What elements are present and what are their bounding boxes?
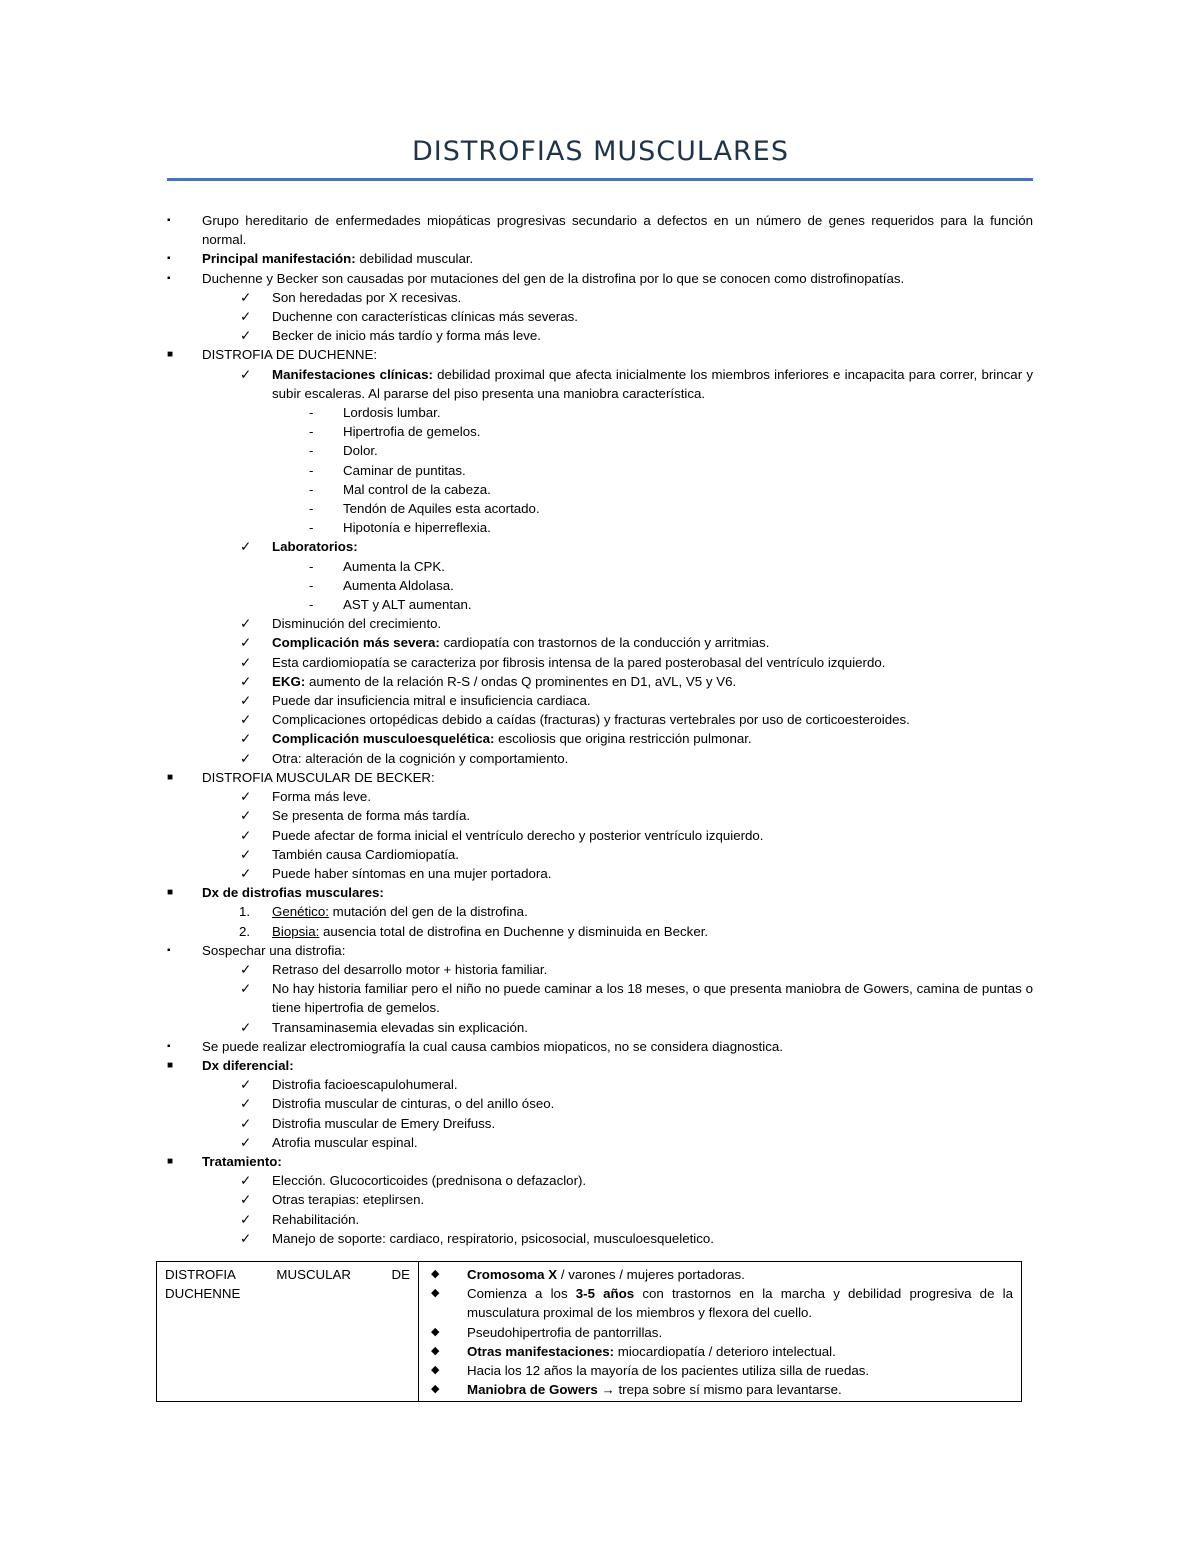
list-item-text xyxy=(272,1229,1033,1248)
list-item-text xyxy=(272,979,1033,1017)
list-item xyxy=(167,768,1033,787)
list-item-body: Son heredadas por X recesivas. xyxy=(272,289,462,305)
list-item-body: Lordosis lumbar. xyxy=(343,405,441,421)
list-item-body: Dolor. xyxy=(343,443,378,459)
list-item-text xyxy=(272,1190,1033,1209)
list-item xyxy=(167,960,1033,979)
list-item-body: Atrofia muscular espinal. xyxy=(272,1134,418,1150)
list-item xyxy=(167,653,1033,672)
list-item-text xyxy=(202,211,1033,249)
list-item-body: DISTROFIA MUSCULAR DE BECKER: xyxy=(202,769,435,785)
summary-bullet-text: Hacia los 12 años la mayoría de los pacientes utiliza silla de ruedas. xyxy=(467,1363,870,1379)
list-item xyxy=(167,595,1033,614)
checkmark-icon: ✓ xyxy=(240,712,252,728)
checkmark-icon: ✓ xyxy=(240,539,252,555)
summary-bullet xyxy=(427,1265,1013,1284)
list-item-text xyxy=(272,1133,1033,1152)
checkmark-icon: ✓ xyxy=(240,309,252,325)
square-bullet-icon: ■ xyxy=(167,771,174,783)
list-item-body: mutación del gen de la distrofina. xyxy=(328,904,528,920)
bullet-dot-icon: ◆ xyxy=(431,1383,440,1396)
list-item xyxy=(167,806,1033,825)
list-item-text xyxy=(272,365,1033,403)
list-item xyxy=(167,922,1033,941)
list-item-text xyxy=(272,826,1033,845)
list-item-label: Complicación más severa: xyxy=(272,635,440,651)
list-item xyxy=(167,499,1033,518)
square-bullet-icon: ▪ xyxy=(167,944,171,956)
list-item-label: Biopsia: xyxy=(272,923,320,939)
list-item xyxy=(167,864,1033,883)
list-item-body: Grupo hereditario de enfermedades miopáticas progresivas secundario a defectos en un número de genes requeridos para la función normal. xyxy=(202,213,1033,248)
list-item-text xyxy=(272,787,1033,806)
list-item-text xyxy=(343,441,1033,460)
list-item-body: Puede afectar de forma inicial el ventrículo derecho y posterior ventrículo izquierdo. xyxy=(272,827,764,843)
summary-bullet-text: Comienza a los xyxy=(467,1286,576,1302)
list-item-body: Esta cardiomiopatía se caracteriza por fibrosis intensa de la pared posterobasal del ventrículo izquierdo. xyxy=(272,654,886,670)
checkmark-icon: ✓ xyxy=(240,1211,252,1227)
checkmark-icon: ✓ xyxy=(240,654,252,670)
list-item-body: Hipertrofia de gemelos. xyxy=(343,424,481,440)
list-item xyxy=(167,1133,1033,1152)
summary-bullet-text: trepa sobre sí mismo para levantarse. xyxy=(618,1382,842,1398)
square-bullet-icon: ■ xyxy=(167,887,174,899)
list-item-text xyxy=(272,806,1033,825)
list-item-body: Forma más leve. xyxy=(272,789,372,805)
list-item xyxy=(167,211,1033,249)
bullet-dot-icon: ◆ xyxy=(431,1287,440,1300)
list-item xyxy=(167,1056,1033,1075)
list-item-body: Distrofia muscular de cinturas, o del anillo óseo. xyxy=(272,1096,555,1112)
summary-bullet-text: / varones / mujeres portadoras. xyxy=(557,1267,745,1282)
checkmark-icon: ✓ xyxy=(240,1173,252,1189)
list-number: 2. xyxy=(239,923,251,939)
summary-bullet xyxy=(427,1361,1013,1380)
list-item-body: Distrofia facioescapulohumeral. xyxy=(272,1077,458,1093)
summary-bullet-text: Pseudohipertrofia de pantorrillas. xyxy=(467,1324,663,1340)
list-item-label: Dx diferencial: xyxy=(202,1057,294,1073)
list-item-text xyxy=(202,883,1033,902)
list-item-text xyxy=(272,307,1033,326)
checkmark-icon: ✓ xyxy=(240,328,252,344)
list-item-text xyxy=(272,902,1033,921)
list-item xyxy=(167,365,1033,403)
list-item-text xyxy=(202,249,1033,268)
list-item-text xyxy=(272,864,1033,883)
list-item xyxy=(167,307,1033,326)
dash-marker: - xyxy=(309,462,314,478)
list-item-body: debilidad muscular. xyxy=(355,251,474,267)
summary-bullet-bold: Cromosoma X xyxy=(467,1267,558,1282)
list-item xyxy=(167,941,1033,960)
list-item xyxy=(167,979,1033,1017)
list-item-text xyxy=(272,1094,1033,1113)
checkmark-icon: ✓ xyxy=(240,808,252,824)
checkmark-icon: ✓ xyxy=(240,616,252,632)
list-item-text xyxy=(272,1018,1033,1037)
dash-marker: - xyxy=(309,520,314,536)
list-number: 1. xyxy=(239,904,251,920)
list-item xyxy=(167,1075,1033,1094)
checkmark-icon: ✓ xyxy=(240,789,252,805)
checkmark-icon: ✓ xyxy=(240,846,252,862)
list-item xyxy=(167,403,1033,422)
summary-heading-word: DISTROFIA xyxy=(165,1267,236,1282)
list-item-text xyxy=(272,1210,1033,1229)
list-item xyxy=(167,461,1033,480)
list-item xyxy=(167,1018,1033,1037)
list-item xyxy=(167,729,1033,748)
summary-heading-word: DE xyxy=(391,1267,410,1282)
bullet-dot-icon: ◆ xyxy=(431,1268,440,1280)
list-item-body: escoliosis que origina restricción pulmonar. xyxy=(494,731,752,747)
list-item xyxy=(167,345,1033,364)
checkmark-icon: ✓ xyxy=(240,961,252,977)
list-item xyxy=(167,518,1033,537)
checkmark-icon: ✓ xyxy=(240,635,252,651)
list-item-label: EKG: xyxy=(272,673,306,689)
list-item-text xyxy=(272,691,1033,710)
list-item-body: debilidad proximal que afecta inicialmente los miembros inferiores e incapacita para correr, brincar y subir escaleras. Al pararse del piso presenta una maniobra característica. xyxy=(272,366,1033,401)
list-item xyxy=(167,1114,1033,1133)
list-item xyxy=(167,288,1033,307)
list-item-text xyxy=(272,729,1033,748)
summary-bullet xyxy=(427,1380,1013,1399)
list-item xyxy=(167,1037,1033,1056)
list-item-text xyxy=(343,557,1033,576)
list-item-text xyxy=(272,749,1033,768)
list-item-text xyxy=(272,672,1033,691)
list-item-body: Tendón de Aquiles esta acortado. xyxy=(343,501,540,517)
list-item xyxy=(167,710,1033,729)
list-item-body: También causa Cardiomiopatía. xyxy=(272,846,459,862)
list-item xyxy=(167,1210,1033,1229)
list-item-body: Otras terapias: eteplirsen. xyxy=(272,1192,425,1208)
list-item-text xyxy=(343,480,1033,499)
list-item-body: Otra: alteración de la cognición y comportamiento. xyxy=(272,750,569,766)
list-item-body: AST y ALT aumentan. xyxy=(343,597,472,613)
list-item xyxy=(167,672,1033,691)
list-item-text xyxy=(202,1152,1033,1171)
title-underline xyxy=(167,178,1033,181)
checkmark-icon: ✓ xyxy=(240,693,252,709)
list-item-text xyxy=(272,1171,1033,1190)
dash-marker: - xyxy=(309,405,314,421)
dash-marker: - xyxy=(309,481,314,497)
dash-marker: - xyxy=(309,424,314,440)
list-item xyxy=(167,787,1033,806)
list-item-text xyxy=(272,537,1033,556)
square-bullet-icon: ■ xyxy=(167,1155,174,1167)
list-item-body: Manejo de soporte: cardiaco, respiratorio, psicosocial, musculoesqueletico. xyxy=(272,1230,714,1246)
list-item-body: Elección. Glucocorticoides (prednisona o defazaclor). xyxy=(272,1173,587,1189)
list-item-text xyxy=(272,1114,1033,1133)
bullet-dot-icon: ◆ xyxy=(431,1364,440,1377)
list-item-text xyxy=(343,422,1033,441)
square-bullet-icon: ▪ xyxy=(167,215,171,226)
dash-marker: - xyxy=(309,443,314,459)
list-item-body: Aumenta Aldolasa. xyxy=(343,577,454,593)
list-item xyxy=(167,480,1033,499)
list-item xyxy=(167,422,1033,441)
checkmark-icon: ✓ xyxy=(240,827,252,843)
list-item xyxy=(167,902,1033,921)
list-item-body: cardiopatía con trastornos de la conducción y arritmias. xyxy=(439,635,770,651)
square-bullet-icon: ■ xyxy=(167,349,174,361)
square-bullet-icon: ■ xyxy=(167,1059,174,1071)
list-item xyxy=(167,826,1033,845)
document-title: DISTROFIAS MUSCULARES xyxy=(412,136,789,167)
list-item xyxy=(167,576,1033,595)
list-item-text xyxy=(272,960,1033,979)
list-item xyxy=(167,691,1033,710)
list-item-text xyxy=(272,288,1033,307)
list-item-body: Transaminasemia elevadas sin explicación. xyxy=(272,1019,528,1035)
summary-heading-word: MUSCULAR xyxy=(276,1267,352,1282)
summary-table-bullets-cell xyxy=(419,1262,1022,1402)
list-item-body: ausencia total de distrofina en Duchenne y disminuida en Becker. xyxy=(319,923,709,939)
list-item-text xyxy=(343,518,1033,537)
list-item-body: Puede dar insuficiencia mitral e insuficiencia cardiaca. xyxy=(272,693,591,709)
list-item-body: Duchenne y Becker son causadas por mutaciones del gen de la distrofina por lo que se conocen como distrofinopatías. xyxy=(202,270,905,286)
summary-bullet-bold: 3-5 años xyxy=(575,1286,635,1302)
list-item-text xyxy=(202,768,1033,787)
list-item xyxy=(167,441,1033,460)
summary-bullet xyxy=(427,1284,1013,1322)
list-item-text xyxy=(202,345,1033,364)
checkmark-icon: ✓ xyxy=(240,366,252,382)
list-item xyxy=(167,326,1033,345)
summary-table-row xyxy=(157,1262,1022,1402)
square-bullet-icon: ▪ xyxy=(167,253,171,265)
list-item-label: Tratamiento: xyxy=(202,1153,282,1169)
list-item-text xyxy=(272,710,1033,729)
checkmark-icon: ✓ xyxy=(240,865,252,881)
list-item-text xyxy=(343,403,1033,422)
summary-bullet-bold: Otras manifestaciones: xyxy=(467,1343,615,1359)
summary-heading-line-1 xyxy=(165,1265,410,1284)
list-item-body: aumento de la relación R-S / ondas Q prominentes en D1, aVL, V5 y V6. xyxy=(305,673,737,689)
list-item-body: Distrofia muscular de Emery Dreifuss. xyxy=(272,1115,496,1131)
list-item-body: Aumenta la CPK. xyxy=(343,558,445,574)
list-item-body: Rehabilitación. xyxy=(272,1211,360,1227)
list-item-text xyxy=(272,614,1033,633)
list-item xyxy=(167,537,1033,556)
list-item-label: Dx de distrofias musculares: xyxy=(202,885,384,901)
summary-table xyxy=(156,1261,1022,1402)
list-item xyxy=(167,1152,1033,1171)
square-bullet-icon: ▪ xyxy=(167,272,171,284)
list-item-label: Manifestaciones clínicas: xyxy=(272,366,433,382)
checkmark-icon: ✓ xyxy=(240,1192,252,1208)
list-item-body: Mal control de la cabeza. xyxy=(343,481,491,497)
bullet-list xyxy=(167,211,1033,1248)
dash-marker: - xyxy=(309,501,314,517)
checkmark-icon: ✓ xyxy=(240,1019,252,1035)
summary-table-heading-cell xyxy=(157,1262,419,1402)
bullet-dot-icon: ◆ xyxy=(431,1325,440,1338)
list-item-body: Hipotonía e hiperreflexia. xyxy=(343,520,491,536)
list-item-text xyxy=(272,653,1033,672)
checkmark-icon: ✓ xyxy=(240,1134,252,1150)
list-item-text xyxy=(343,576,1033,595)
checkmark-icon: ✓ xyxy=(240,1230,252,1246)
list-item-text xyxy=(202,1037,1033,1056)
list-item xyxy=(167,1229,1033,1248)
list-item-body: Sospechar una distrofia: xyxy=(202,942,346,958)
list-item-body: Se presenta de forma más tardía. xyxy=(272,808,471,824)
list-item-body: DISTROFIA DE DUCHENNE: xyxy=(202,347,378,363)
arrow-icon: → xyxy=(597,1382,619,1398)
list-item xyxy=(167,249,1033,268)
bullet-dot-icon: ◆ xyxy=(431,1344,440,1357)
checkmark-icon: ✓ xyxy=(240,981,252,997)
list-item-body: Duchenne con características clínicas más severas. xyxy=(272,309,578,325)
dash-marker: - xyxy=(309,558,314,574)
checkmark-icon: ✓ xyxy=(240,673,252,689)
list-item-body: Puede haber síntomas en una mujer portadora. xyxy=(272,865,552,881)
checkmark-icon: ✓ xyxy=(240,1077,252,1093)
list-item-body: No hay historia familiar pero el niño no puede caminar a los 18 meses, o que presenta maniobra de Gowers, camina de puntas o tiene hipertrofia de gemelos. xyxy=(272,981,1033,1016)
checkmark-icon: ✓ xyxy=(240,289,252,305)
dash-marker: - xyxy=(309,597,314,613)
checkmark-icon: ✓ xyxy=(240,731,252,747)
list-item-text xyxy=(272,326,1033,345)
list-item-label: Principal manifestación: xyxy=(202,251,356,267)
list-item-text xyxy=(272,1075,1033,1094)
list-item xyxy=(167,1171,1033,1190)
square-bullet-icon: ▪ xyxy=(167,1040,171,1052)
list-item-text xyxy=(343,595,1033,614)
list-item-text xyxy=(343,499,1033,518)
list-item-text xyxy=(202,941,1033,960)
list-item-body: Becker de inicio más tardío y forma más leve. xyxy=(272,328,541,344)
summary-heading-line-2: DUCHENNE xyxy=(165,1286,241,1302)
list-item xyxy=(167,269,1033,288)
list-item-body: Caminar de puntitas. xyxy=(343,462,466,478)
checkmark-icon: ✓ xyxy=(240,1115,252,1131)
list-item xyxy=(167,557,1033,576)
summary-bullet xyxy=(427,1342,1013,1361)
list-item xyxy=(167,1190,1033,1209)
list-item xyxy=(167,633,1033,652)
list-item xyxy=(167,883,1033,902)
list-item-body: Retraso del desarrollo motor + historia familiar. xyxy=(272,961,548,977)
list-item-body: Complicaciones ortopédicas debido a caídas (fracturas) y fracturas vertebrales por uso de corticoesteroides. xyxy=(272,712,910,728)
list-item-text xyxy=(272,922,1033,941)
list-item-text xyxy=(202,1056,1033,1075)
list-item xyxy=(167,1094,1033,1113)
summary-bullet-text: miocardiopatía / deterioro intelectual. xyxy=(614,1343,836,1359)
list-item-text xyxy=(343,461,1033,480)
list-item-label: Laboratorios: xyxy=(272,539,358,555)
list-item-label: Complicación musculoesquelética: xyxy=(272,731,495,747)
list-item-text xyxy=(202,269,1033,288)
list-item-text xyxy=(272,633,1033,652)
list-item-text xyxy=(272,845,1033,864)
list-item-body: Se puede realizar electromiografía la cual causa cambios miopaticos, no se considera diagnostica. xyxy=(202,1038,783,1054)
list-item xyxy=(167,749,1033,768)
summary-bullet xyxy=(427,1323,1013,1342)
dash-marker: - xyxy=(309,577,314,593)
summary-bullet-text: con trastornos en la marcha y debilidad progresiva de la musculatura proximal de los miembros y flexora del cuello. xyxy=(467,1286,1013,1321)
list-item xyxy=(167,845,1033,864)
checkmark-icon: ✓ xyxy=(240,1096,252,1112)
summary-bullet-bold: Maniobra de Gowers xyxy=(467,1382,598,1398)
list-item-body: Disminución del crecimiento. xyxy=(272,616,442,632)
list-item xyxy=(167,614,1033,633)
list-item-label: Genético: xyxy=(272,904,329,920)
checkmark-icon: ✓ xyxy=(240,750,252,766)
